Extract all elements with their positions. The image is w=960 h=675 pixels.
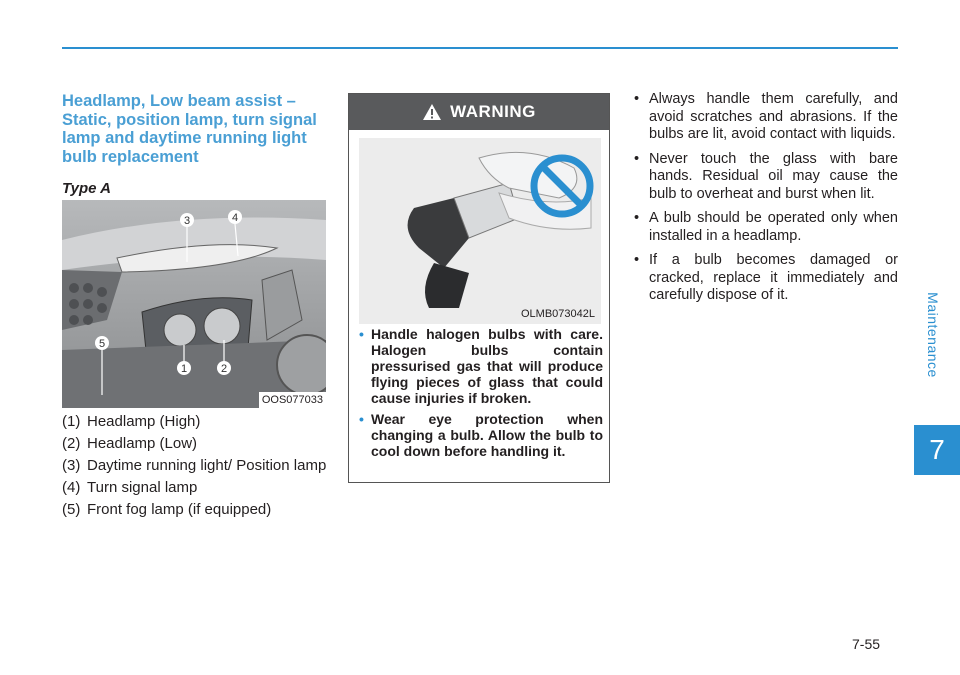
list-item [62,457,332,474]
bulb-illustration [359,138,601,324]
list-item [634,210,898,245]
callout-5: 5 [98,338,106,350]
list-item [359,411,603,459]
bullet-dot: • [634,210,640,226]
bullet-text: Always handle them carefully, and avoid scratches and abrasions. If the bulbs are lit, avoid contact with liquids. [649,91,898,142]
chapter-side-label [903,255,960,415]
part-text: Turn signal lamp [87,479,198,496]
part-text: Headlamp (Low) [87,435,198,452]
part-number: (3) [62,457,81,474]
list-item [62,479,332,496]
list-item [634,252,898,305]
bullet-dot: • [634,150,640,167]
figure-code: OLMB073042L [521,308,595,320]
bullet-text: Never touch the glass with bare hands. Residual oil may cause the bulb to overheat and burst when lit. [649,150,898,202]
top-rule [62,47,898,49]
headlamp-figure [62,200,326,408]
list-item [634,91,898,144]
callout-4: 4 [231,212,239,224]
list-item [62,501,332,518]
warning-text: Handle halogen bulbs with care. Halogen bulbs contain pressurised gas that will produce flying pieces of glass that could cause injuries if broken. [371,326,603,406]
right-column-list [634,91,898,312]
chapter-number-tab: 7 [914,425,960,475]
bullet-dot: • [634,91,640,107]
part-number: (2) [62,435,81,452]
list-item [62,413,332,430]
warning-box [348,93,610,483]
list-item [62,435,332,452]
warning-triangle-icon [422,103,442,121]
part-text: Front fog lamp (if equipped) [87,501,272,518]
figure-code: OOS077033 [259,392,326,408]
bullet-dot: • [634,252,640,268]
bullet-text: A bulb should be operated only when installed in a headlamp. [649,210,898,244]
list-item [359,326,603,406]
bullet-text: If a bulb becomes damaged or cracked, replace it immediately and carefully dispose of it. [649,252,898,303]
part-text: Daytime running light/ Position lamp [87,457,327,474]
warning-title: WARNING [450,102,536,121]
bullet-dot: • [359,326,364,342]
list-item [634,151,898,204]
part-number: (1) [62,413,81,430]
callout-3: 3 [183,215,191,227]
warning-list [359,326,603,464]
headlamp-illustration [62,200,326,408]
parts-list [62,413,332,523]
page-number: 7-55 [852,636,881,652]
part-text: Headlamp (High) [87,413,201,430]
chapter-label-text: Maintenance [925,292,941,378]
section-heading: Headlamp, Low beam assist – Static, position lamp, turn signal lamp and daytime running light bulb replacement [62,92,317,166]
bullet-dot: • [359,411,364,427]
part-number: (4) [62,479,81,496]
callout-2: 2 [220,363,228,375]
warning-text: Wear eye protection when changing a bulb. Allow the bulb to cool down before handling it. [371,411,603,459]
bulb-figure [359,138,601,324]
left-column [62,92,324,197]
callout-1: 1 [180,363,188,375]
type-label: Type A [62,180,111,197]
warning-header [349,94,609,130]
part-number: (5) [62,501,81,518]
